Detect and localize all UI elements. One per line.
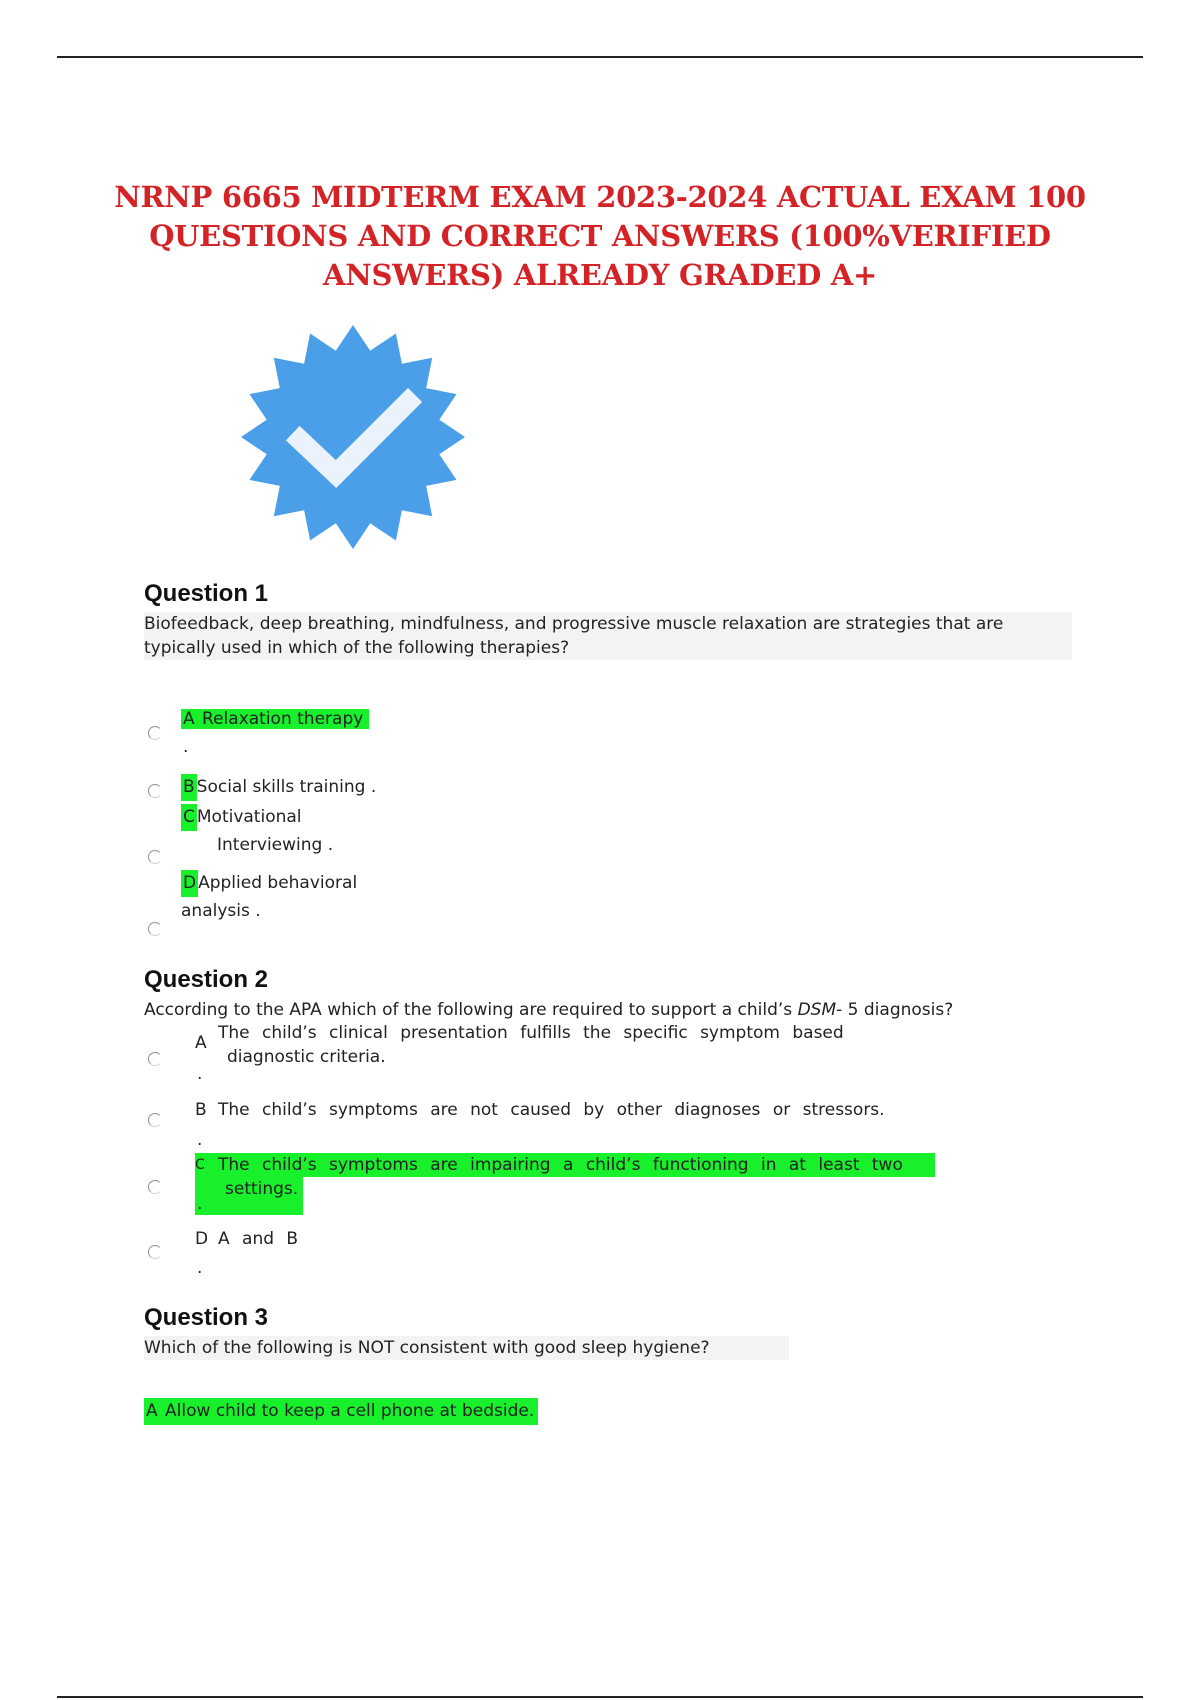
question-3-title: Question 3: [144, 1304, 269, 1331]
q1-option-d-radio[interactable]: [148, 922, 162, 936]
q2-option-b[interactable]: The child’s symptoms are not caused by other diagnoses or stressors.: [218, 1100, 885, 1120]
question-1-text-line-2: typically used in which of the following therapies?: [144, 636, 1072, 660]
q2-option-d-letter: D: [195, 1229, 209, 1249]
q1-option-d-line-2: analysis .: [181, 901, 261, 921]
document-title: [100, 178, 1100, 295]
question-3-text: Which of the following is NOT consistent with good sleep hygiene?: [144, 1336, 789, 1360]
q1-option-c[interactable]: C Motivational: [181, 804, 302, 831]
top-rule: [57, 56, 1143, 58]
q1-option-c-radio[interactable]: [148, 850, 162, 864]
q2-option-d-suffix: .: [197, 1258, 203, 1278]
q2-option-c-suffix: .: [197, 1194, 203, 1214]
q1-option-b[interactable]: B Social skills training .: [181, 774, 376, 801]
q1-option-b-radio[interactable]: [148, 784, 162, 798]
q1-option-a-radio[interactable]: [148, 726, 162, 740]
q1-option-a[interactable]: [181, 706, 369, 733]
q2-option-a-line-2: diagnostic criteria.: [227, 1047, 386, 1067]
question-2-title: Question 2: [144, 966, 269, 993]
title-line-2: QUESTIONS AND CORRECT ANSWERS (100%VERIFIED: [149, 219, 1051, 253]
title-line-3: ANSWERS) ALREADY GRADED A+: [323, 258, 877, 292]
question-2-text: According to the APA which of the following are required to support a child’s DSM- 5 diagnosis?: [144, 1000, 954, 1020]
q2-option-c-radio[interactable]: [148, 1180, 162, 1194]
q2-option-c[interactable]: The child’s symptoms are impairing a child’s functioning in at least two: [218, 1155, 903, 1175]
q2-option-b-suffix: .: [197, 1130, 203, 1150]
q3-answer-a[interactable]: A Allow child to keep a cell phone at bedside.: [144, 1398, 538, 1425]
question-1-title: Question 1: [144, 580, 269, 607]
verified-check-badge-icon: [238, 322, 468, 552]
question-1-text-line-1: Biofeedback, deep breathing, mindfulness, and progressive muscle relaxation are strategies that are: [144, 612, 1072, 636]
q2-option-c-line-2: settings.: [225, 1179, 299, 1199]
q1-option-a-highlight: A Relaxation therapy: [181, 709, 369, 729]
title-line-1: NRNP 6665 MIDTERM EXAM 2023-2024 ACTUAL EXAM 100: [114, 180, 1086, 214]
q2-option-a-suffix: .: [197, 1064, 203, 1084]
q2-option-a-letter: A: [195, 1033, 207, 1053]
q1-option-a-suffix: .: [183, 737, 189, 757]
q2-option-a[interactable]: The child’s clinical presentation fulfills the specific symptom based: [218, 1023, 844, 1043]
q2-option-a-radio[interactable]: [148, 1052, 162, 1066]
q1-option-c-line-2: Interviewing .: [217, 835, 334, 855]
q2-option-b-radio[interactable]: [148, 1113, 162, 1127]
q2-option-d-radio[interactable]: [148, 1245, 162, 1259]
q2-option-c-letter: C: [195, 1157, 205, 1173]
q1-option-d[interactable]: D Applied behavioral: [181, 870, 357, 897]
q2-option-d[interactable]: A and B: [218, 1229, 299, 1249]
bottom-rule: [57, 1696, 1143, 1698]
q2-option-b-letter: B: [195, 1100, 207, 1120]
